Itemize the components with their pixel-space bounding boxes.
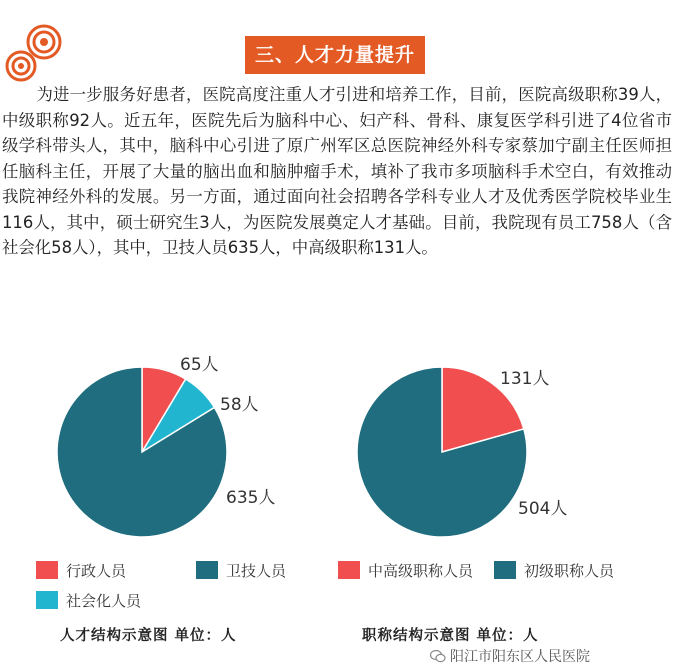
title-structure-caption: 职称结构示意图 单位：人 — [362, 628, 539, 644]
pie-data-label: 131人 — [500, 369, 550, 389]
legend-swatch — [494, 561, 516, 579]
legend-label: 初级职称人员 — [524, 562, 615, 580]
footer-source-text: 阳江市阳东区人民医院 — [450, 649, 590, 665]
legend-item-junior — [494, 560, 614, 581]
legend-label: 中高级职称人员 — [368, 562, 474, 580]
article-body — [2, 82, 672, 261]
footer-source — [430, 646, 590, 666]
legend-label: 行政人员 — [66, 562, 127, 580]
title-structure-pie-chart — [338, 340, 676, 550]
legend-item-senior — [338, 560, 473, 581]
pie-data-label: 65人 — [180, 355, 219, 375]
legend-item-social — [36, 590, 141, 611]
legend-swatch — [36, 561, 58, 579]
legend-item-medtech — [196, 560, 286, 581]
legend-swatch — [36, 591, 58, 609]
article-paragraph: 为进一步服务好患者，医院高度注重人才引进和培养工作，目前，医院高级职称39人，中级职称92人。近五年，医院先后为脑科中心、妇产科、骨科、康复医学科引进了4位省市级学科带头人，其中，脑科中心引进了原广州军区总医院神经外科专家蔡加宁副主任医师担任脑科主任，开展了大量的脑出血和脑肿瘤手术，填补了我市多项脑科手术空白，有效推动我院神经外科的发展。另一方面，通过面向社会招聘各学科专业人才及优秀医学院校毕业生116人，其中，硕士研究生3人，为医院发展奠定人才基础。目前，我院现有员工758人（含社会化58人），其中，卫技人员635人，中高级职称131人。 — [2, 85, 672, 257]
section-title: 三、人才力量提升 — [245, 36, 425, 74]
legend-swatch — [338, 561, 360, 579]
legend-item-admin — [36, 560, 126, 581]
concentric-circles-icon — [2, 22, 68, 84]
pie-data-label: 58人 — [220, 395, 259, 415]
legend-swatch — [196, 561, 218, 579]
staff-structure-pie-chart — [0, 340, 338, 550]
pie-data-label: 635人 — [226, 488, 276, 508]
pie-data-label: 504人 — [518, 499, 568, 519]
wechat-icon — [430, 649, 446, 663]
charts-area — [0, 340, 676, 644]
staff-structure-caption: 人才结构示意图 单位：人 — [60, 628, 237, 644]
legend-label: 社会化人员 — [66, 592, 142, 610]
section-header — [0, 0, 676, 88]
legend-label: 卫技人员 — [226, 562, 287, 580]
